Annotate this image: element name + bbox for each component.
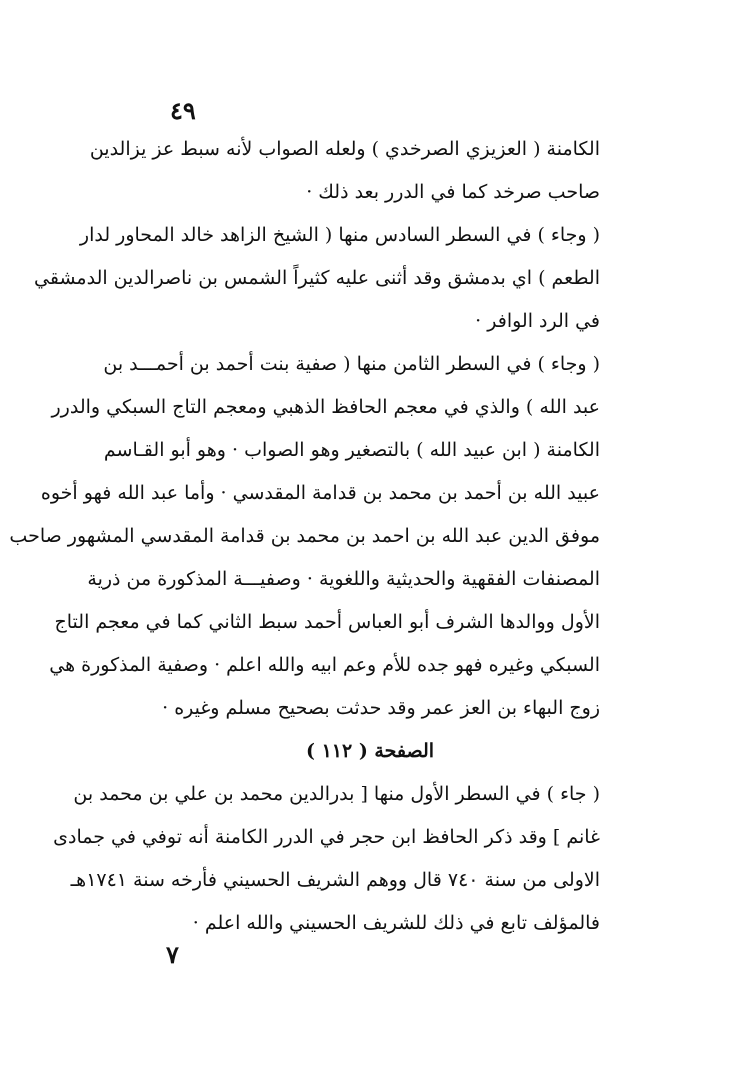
text-line: ( وجاء ) في السطر السادس منها ( الشيخ الزاهد خالد المحاور لدار (79, 224, 600, 246)
section-text-line: غانم ] وقد ذكر الحافظ ابن حجر في الدرر الكامنة أنه توفي في جمادى (53, 826, 600, 848)
text-line: موفق الدين عبد الله بن احمد بن محمد بن قدامة المقدسي المشهور صاحب (9, 525, 600, 547)
text-line: زوج البهاء بن العز عمر وقد حدثت بصحيح مسلم وغيره · (162, 697, 600, 719)
text-line: عبيد الله بن أحمد بن محمد بن قدامة المقدسي · وأما عبد الله فهو أخوه (40, 482, 600, 504)
section-text-line: ( جاء ) في السطر الأول منها [ بدرالدين محمد بن علي بن محمد بن (73, 783, 600, 805)
text-line: المصنفات الفقهية والحديثية واللغوية · وصفيـــة المذكورة من ذرية (87, 568, 600, 590)
text-line: الأول ووالدها الشرف أبو العباس أحمد سبط الثاني كما في معجم التاج (54, 611, 600, 633)
signature-mark: ٧ (166, 940, 179, 969)
section-text-line: الاولى من سنة ٧٤٠ قال ووهم الشريف الحسيني فأرخه سنة ١٧٤١هـ (70, 869, 600, 891)
text-line: الطعم ) اي بدمشق وقد أثنى عليه كثيراً الشمس بن ناصرالدين الدمشقي (34, 267, 600, 289)
section-text-line: فالمؤلف تابع في ذلك للشريف الحسيني والله اعلم · (192, 912, 600, 934)
text-line: عبد الله ) والذي في معجم الحافظ الذهبي ومعجم التاج السبكي والدرر (51, 396, 600, 418)
page-number: ٤٩ (170, 96, 196, 125)
text-line: الكامنة ( ابن عبيد الله ) بالتصغير وهو الصواب · وهو أبو القـاسم (103, 439, 600, 461)
text-line: في الرد الوافر · (475, 310, 600, 332)
text-line: صاحب صرخد كما في الدرر بعد ذلك · (306, 181, 600, 203)
body-text (9, 128, 600, 945)
text-line: السبكي وغيره فهو جده للأم وعم ابيه والله اعلم · وصفية المذكورة هي (49, 654, 600, 676)
text-line: الكامنة ( العزيزي الصرخدي ) ولعله الصواب لأنه سبط عز يزالدين (89, 138, 600, 160)
text-line: ( وجاء ) في السطر الثامن منها ( صفية بنت أحمد بن أحمـــد بن (103, 353, 600, 375)
section-heading: الصفحة ( ١١٢ ) (305, 740, 435, 762)
